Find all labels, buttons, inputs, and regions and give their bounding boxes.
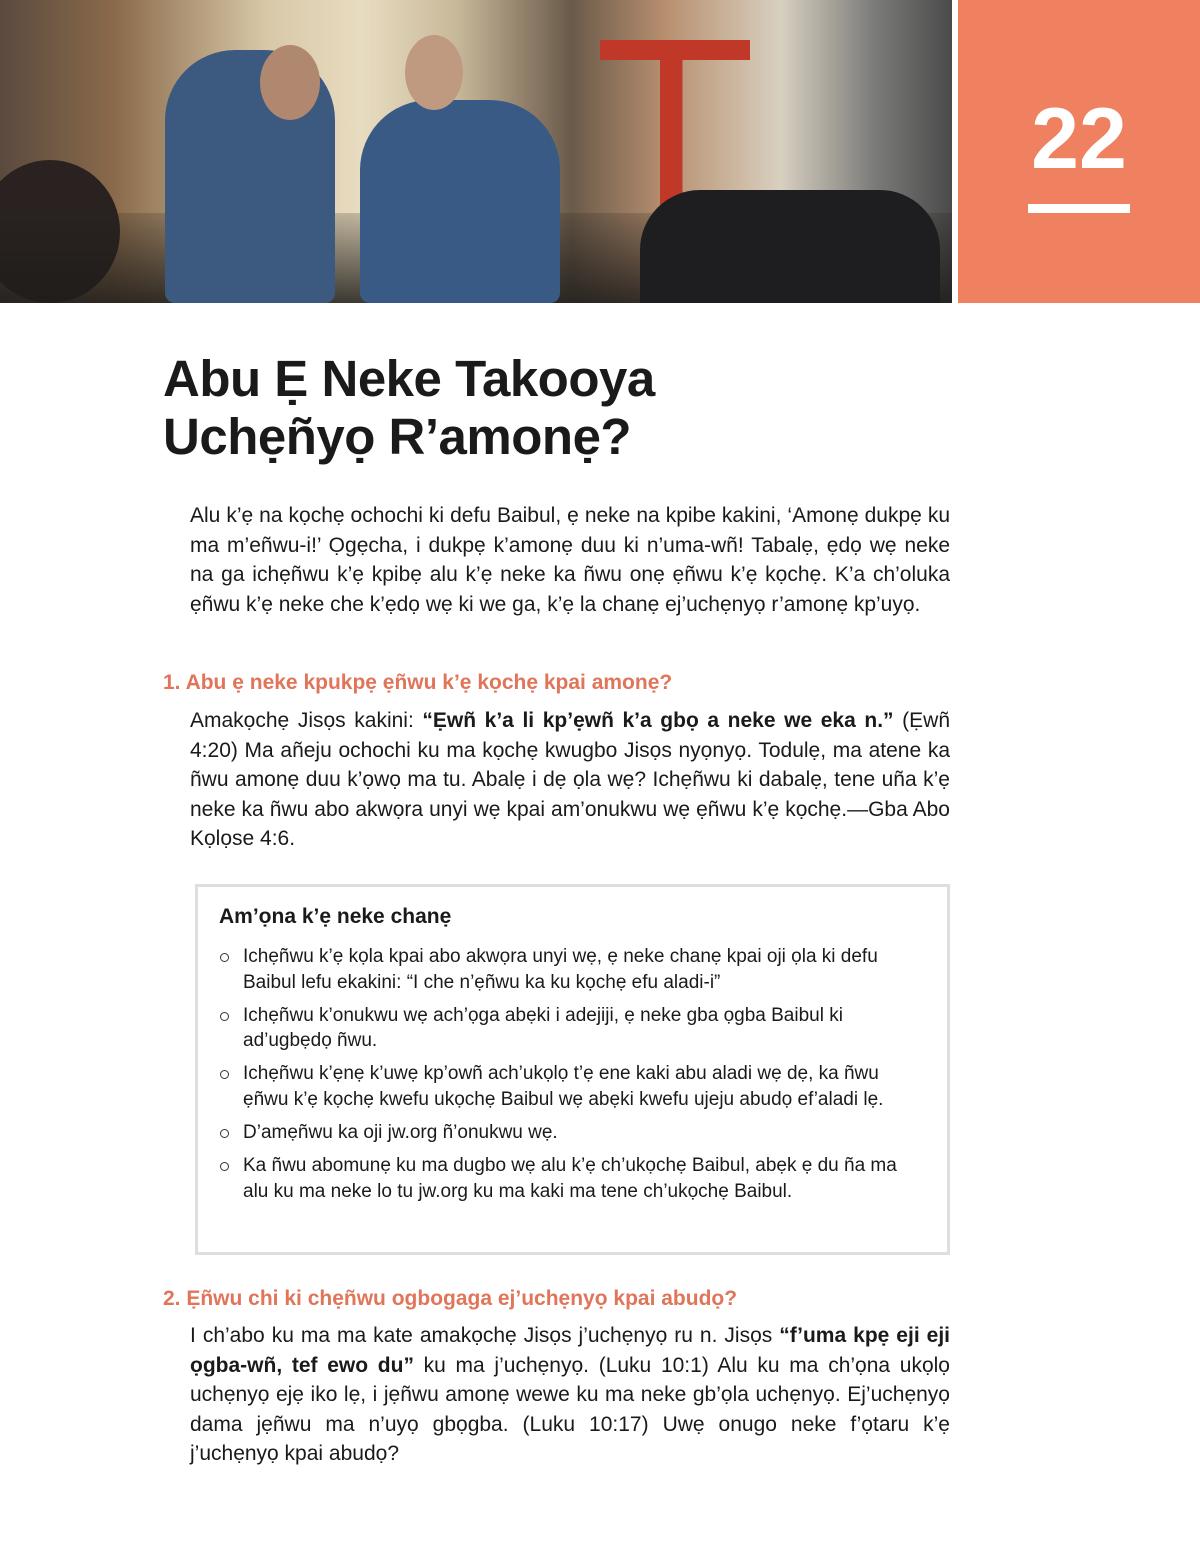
tips-list-item	[198, 1003, 898, 1054]
tips-list	[198, 944, 898, 1212]
tip-text: Ka ñwu abomunẹ ku ma dugbo wẹ alu k’ẹ ch’ukọchẹ Baibul, abẹk ẹ du ña ma alu ku ma neke lo tu jw.org ku ma kaki ma tene ch’ukọchẹ Baibul.	[243, 1155, 897, 1202]
tips-box	[195, 884, 950, 1255]
photo-motorcycle-right	[640, 190, 940, 303]
lesson-number: 22	[1031, 91, 1127, 187]
tips-box-heading: Am’ọna k’ẹ neke chanẹ	[219, 905, 452, 928]
tips-list-item	[198, 944, 898, 995]
question-2: 2. Ẹñwu chi ki chẹñwu ogbogaga ej’uchẹnyọ kpai abudọ?	[163, 1287, 738, 1310]
question-1: 1. Abu ẹ neke kpukpẹ ẹñwu k’ẹ kọchẹ kpai amonẹ?	[163, 671, 673, 694]
answer-1-paragraph	[190, 706, 950, 854]
page-title	[163, 350, 655, 466]
answer-2-text-cont: ku ma j’uchẹnyọ. (Luku 10:1) Alu ku ma ch’ọna ukọlọ uchẹnyọ ejẹ iko lẹ, i jẹñwu amonẹ wewe ku ma neke gb’ọla uchẹnyọ. Ej’uchẹnyọ dama jẹñwu ma n’uyọ gbọgba. (Luku 10:17) Uwẹ onugo neke f’ọtaru k’ẹ j’uchẹnyọ kpai abudọ?	[190, 1353, 950, 1466]
photo-younger-man	[360, 100, 560, 303]
circle-bullet-icon	[220, 1129, 229, 1138]
lesson-number-underline	[1028, 204, 1130, 213]
intro-paragraph: Alu k’ẹ na kọchẹ ochochi ki defu Baibul, ẹ neke na kpibe kakini, ‘Amonẹ dukpẹ ku ma m’eñwu-i!’ Ọgẹcha, i dukpẹ k’amonẹ duu ki n’uma-wñ! Tabalẹ, ẹdọ wẹ neke na ga ichẹñwu k’ẹ kpibẹ alu k’ẹ neke ka ñwu onẹ ẹñwu k’ẹ kọchẹ. K’a ch’oluka ẹñwu k’ẹ neke che k’ẹdọ wẹ ki we ga, k’ẹ la chanẹ ej’uchẹnyọ r’amonẹ kp’uyọ.	[190, 504, 950, 616]
circle-bullet-icon	[220, 1012, 229, 1021]
tip-text: Ichẹñwu k’ẹnẹ k’uwẹ kp’owñ ach’ukọlọ t’ẹ ene kaki abu aladi wẹ dẹ, ka ñwu ẹñwu k’ẹ kọchẹ kwefu ukọchẹ Baibul wẹ abẹki kwefu ujeju abudọ ef’aladi lẹ.	[243, 1063, 884, 1110]
tip-text: Ichẹñwu k’onukwu wẹ ach’ọga abẹki i adejiji, ẹ neke gba ọgba Baibul ki ad’ugbẹdọ ñwu.	[243, 1004, 843, 1052]
circle-bullet-icon	[220, 1070, 229, 1079]
answer-1-text: Amakọchẹ Jisọs kakini:	[190, 709, 423, 732]
tip-text: Ichẹñwu k’ẹ kọla kpai abo akwọra unyi wẹ, ẹ neke chanẹ kpai oji ọla ki defu Baibul lefu ekakini: “I che n’ẹñwu ka ku kọchẹ efu aladi-i”	[243, 946, 878, 993]
photo-younger-man-head	[405, 35, 463, 110]
tips-list-item	[198, 1061, 898, 1112]
answer-2-quote: “f’uma kpẹ eji eji ọgba-wñ, tef ewo du”	[190, 1324, 950, 1377]
answer-2-text: I ch’abo ku ma ma kate amakọchẹ Jisọs j’uchẹnyọ ru n. Jisọs	[190, 1324, 780, 1347]
circle-bullet-icon	[220, 953, 229, 962]
title-line-1: Abu Ẹ Neke Takooya	[163, 350, 655, 407]
answer-1-text-cont: (Ẹwñ 4:20) Ma añeju ochochi ku ma kọchẹ kwugbo Jisọs nyọnyọ. Todulẹ, ma atene ka ñwu amonẹ duu k’ọwọ ma tu. Abalẹ i dẹ ọla wẹ? Ichẹñwu ki dabalẹ, tene uña k’ẹ neke ka ñwu abo akwọra unyi wẹ kpai am’onukwu wẹ ẹñwu k’ẹ kọchẹ.—Gba Abo Kọlọse 4:6.	[190, 709, 950, 851]
title-line-2: Uchẹñyọ R’amonẹ?	[163, 408, 632, 465]
circle-bullet-icon	[220, 1162, 229, 1171]
tips-list-item	[198, 1153, 898, 1204]
lesson-number-block	[958, 0, 1200, 303]
header-photo-mechanics-workshop	[0, 0, 952, 303]
tips-list-item	[198, 1120, 898, 1146]
answer-1-quote: “Ẹwñ k’a li kp’ẹwñ k’a gbọ a neke we eka n.”	[422, 709, 894, 732]
tip-text: D’amẹñwu ka oji jw.org ñ’onukwu wẹ.	[243, 1122, 558, 1144]
answer-2-paragraph	[190, 1321, 950, 1469]
photo-older-man-head	[260, 45, 320, 120]
